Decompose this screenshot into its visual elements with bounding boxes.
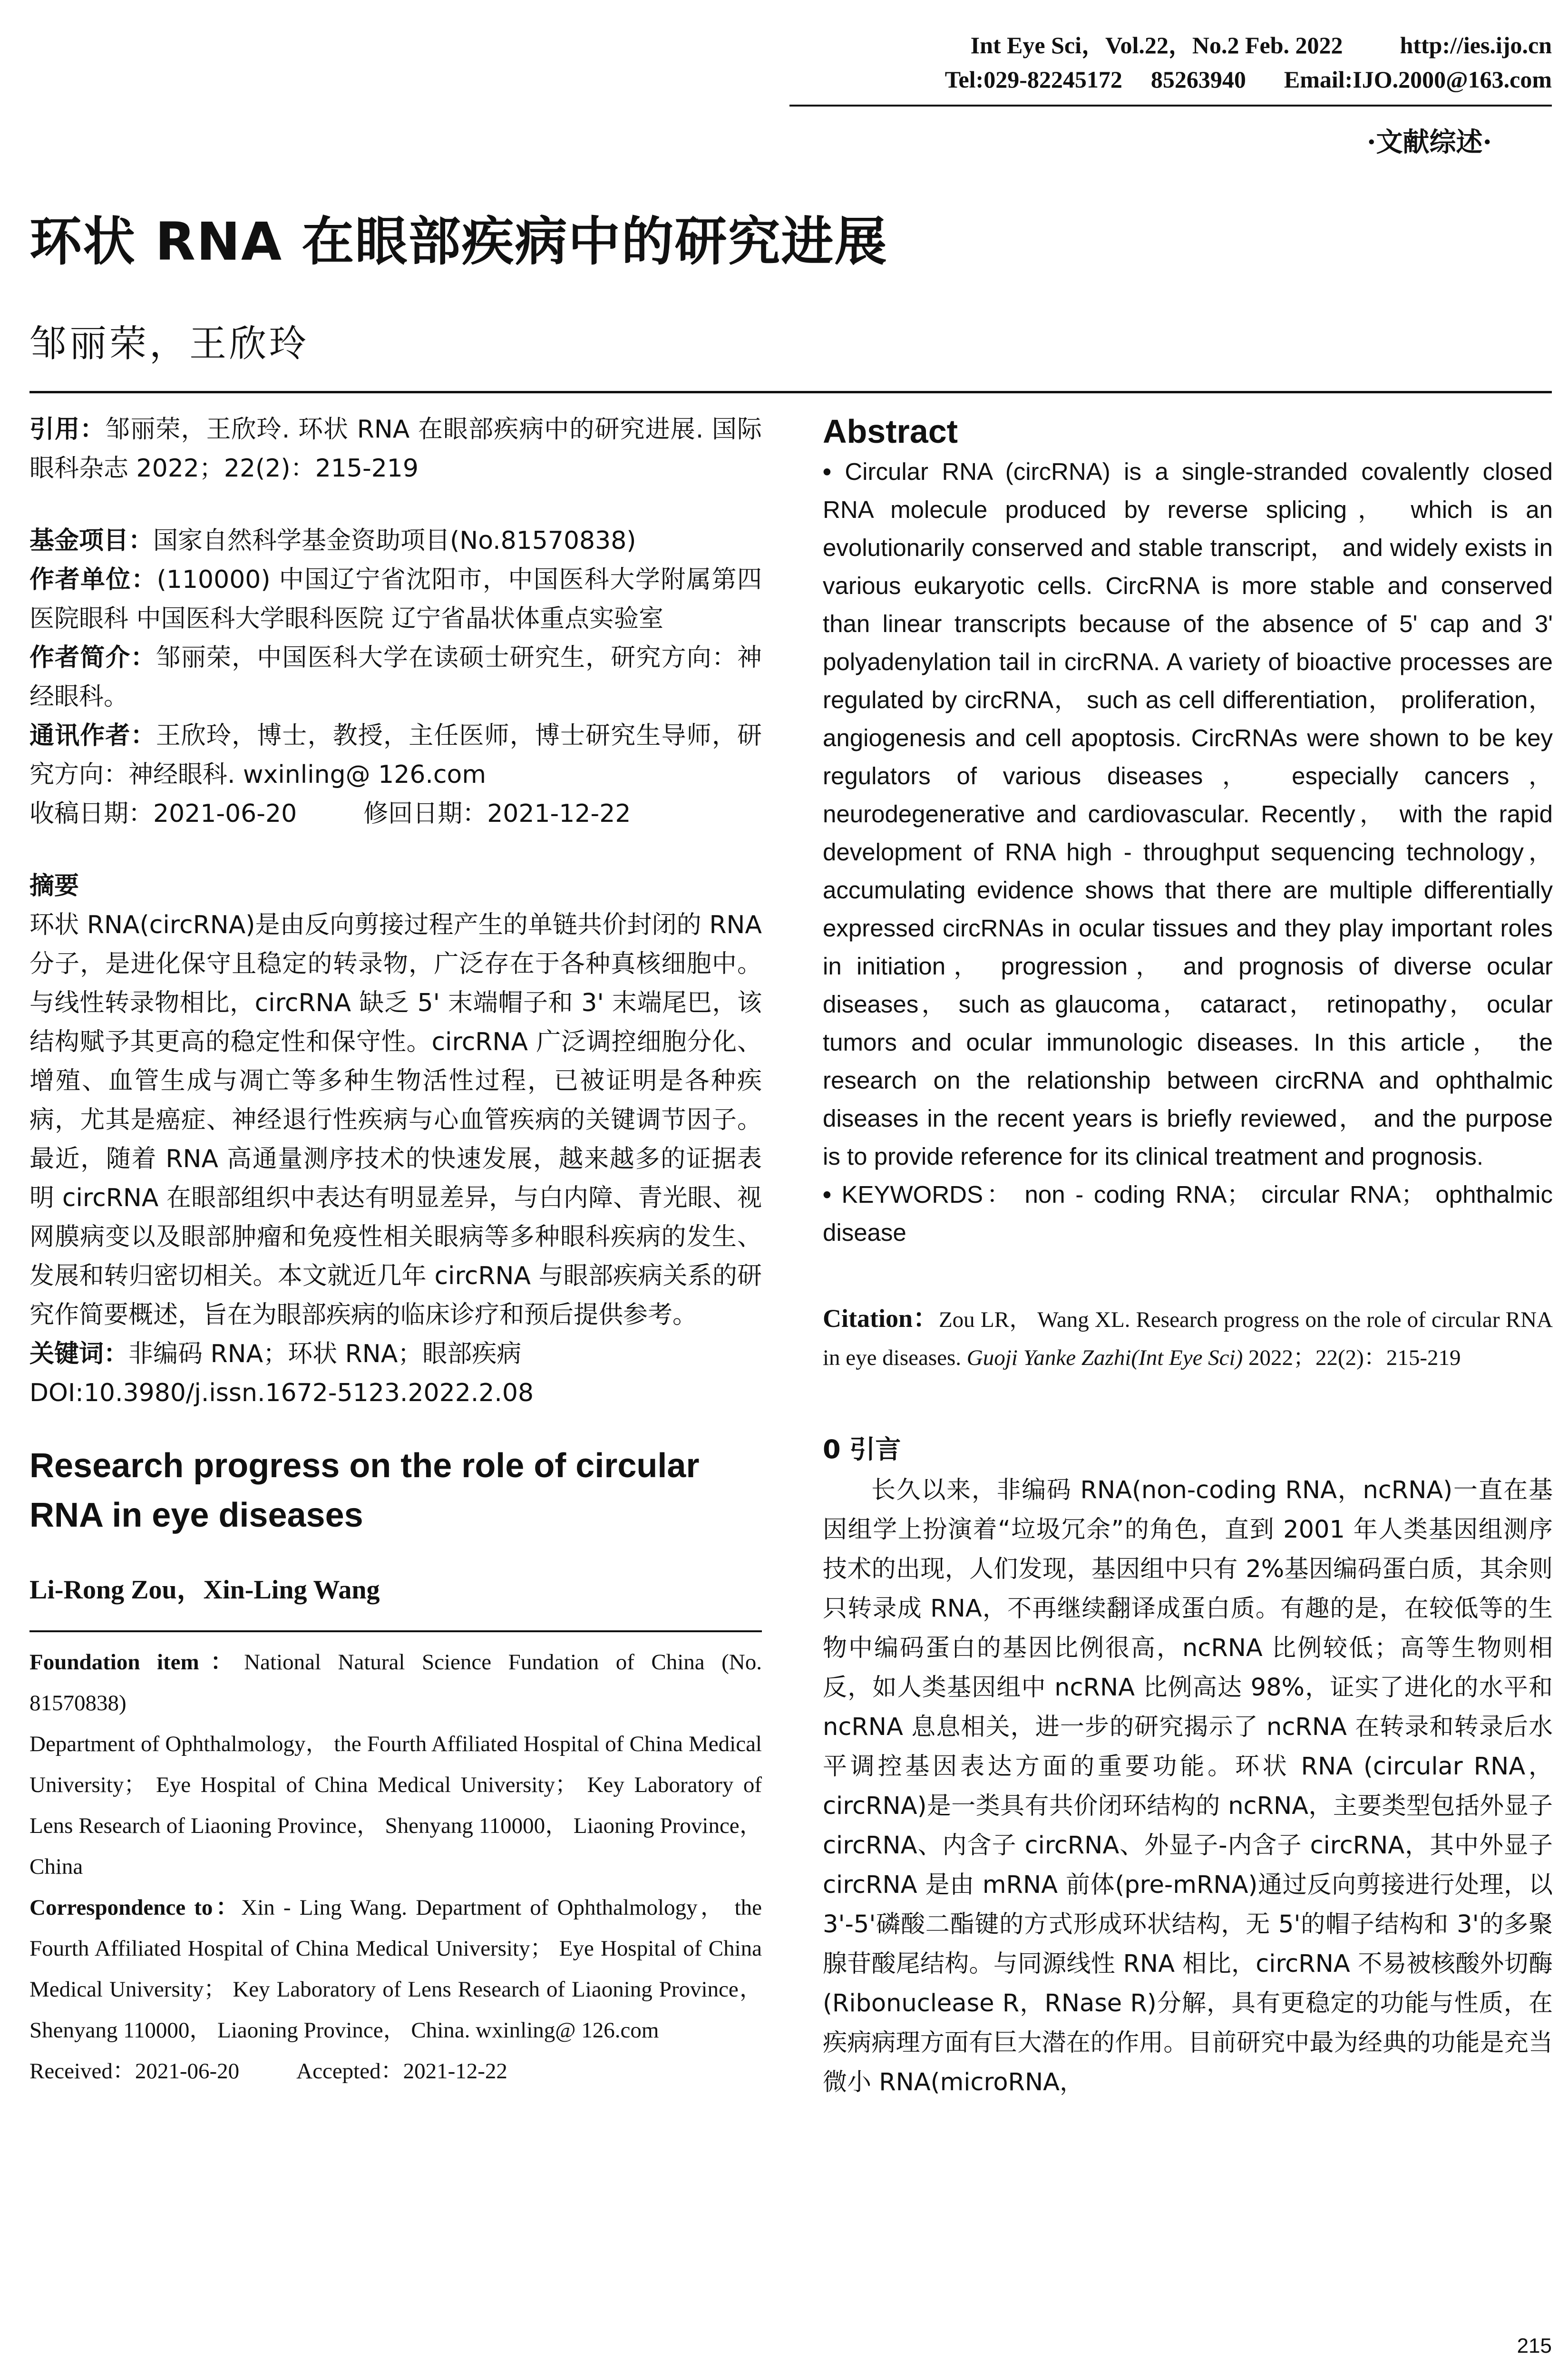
citation-text1: Zou LR， Wang XL. Research progress on the role of circular RNA in eye diseases. xyxy=(823,1307,1553,1370)
fund-label: 基金项目： xyxy=(29,526,154,555)
left-column xyxy=(29,410,762,2092)
citation xyxy=(823,1299,1553,1377)
intro-text: 长久以来，非编码 RNA(non-coding RNA，ncRNA)一直在基因组学上扮演着“垃圾冗余”的角色，直到 2001 年人类基因组测序技术的出现，人们发现，基因组中只有 2%基因编码蛋白质，其余则只转录成 RNA，不再继续翻译成蛋白质。有趣的是，在较低等的生物中编码蛋白的基因比例很高，ncRNA 比例较低；高等生物则相反，如人类基因组中 ncRNA 比例高达 98%，证实了进化的水平和 ncRNA 息息相关，进一步的研究揭示了 ncRNA 在转录和转录后水平调控基因表达方面的重要功能。环状 RNA (circular RNA，circRNA)是一类具有共价闭环结构的 ncRNA，主要类型包括外显子 circRNA、内含子 circRNA、外显子-内含子 circRNA，其中外显子 circRNA 是由 mRNA 前体(pre-mRNA)通过反向剪接进行处理，以3'-5'磷酸二酯键的方式形成环状结构，无 5'的帽子结构和 3'的多聚腺苷酸尾结构。与同源线性 RNA 相比，circRNA 不易被核酸外切酶(Ribonuclease R，RNase R)分解，具有更稳定的功能与性质，在疾病病理方面有巨大潜在的作用。目前研究中最为经典的功能是充当微小 RNA(microRNA， xyxy=(823,1476,1553,2096)
en-corr-label: Correspondence to： xyxy=(29,1895,242,1920)
en-abstract-text: Circular RNA (circRNA) is a single-stranded covalently closed RNA molecule produced by reverse splicing， which is an evolutionarily conserved and stable transcript， and widely exists in various eukaryotic cells. CircRNA is more stable and conserved than linear transcripts because of the absence of 5' cap and 3' polyadenylation tail in circRNA. A variety of bioactive processes are regulated by circRNA， such as cell differentiation， proliferation， angiogenesis and cell apoptosis. CircRNAs were shown to be key regulators of various diseases， especially cancers， neurodegenerative and cardiovascular. Recently， with the rapid development of RNA high - throughput sequencing technology， accumulating evidence shows that there are multiple differentially expressed circRNAs in ocular tissues and they play important roles in initiation， progression， and prognosis of diverse ocular diseases， such as glaucoma， cataract， retinopathy， ocular tumors and ocular immunologic diseases. In this article， the research on the relationship between circRNA and ophthalmic diseases in the recent years is briefly reviewed， and the purpose is to provide reference for its clinical treatment and prognosis. xyxy=(823,458,1553,1170)
cn-citation xyxy=(29,410,762,488)
en-keywords-paragraph xyxy=(823,1176,1553,1252)
journal-header-line1 xyxy=(971,26,1552,60)
en-abstract-paragraph xyxy=(823,453,1553,1176)
unit-text: (110000) 中国辽宁省沈阳市，中国医科大学附属第四医院眼科 中国医科大学眼科医院 辽宁省晶状体重点实验室 xyxy=(29,565,762,633)
citation-journal: Guoji Yanke Zazhi(Int Eye Sci) xyxy=(966,1345,1243,1370)
en-rule xyxy=(29,1630,762,1632)
authors: 邹丽荣，王欣玲 xyxy=(29,322,310,365)
corr-label: 通讯作者： xyxy=(29,721,156,750)
en-received: Received：2021-06-20 xyxy=(29,2059,240,2084)
page-number: 215 xyxy=(1517,2334,1552,2358)
en-abstract-heading: Abstract xyxy=(823,413,958,450)
cn-citation-text: 邹丽荣，王欣玲. 环状 RNA 在眼部疾病中的研究进展. 国际眼科杂志 2022；22(2)：215-219 xyxy=(29,415,762,483)
journal-header-line2 xyxy=(945,66,1552,93)
section-tag: ·文献综述· xyxy=(1367,127,1492,158)
en-authors: Li-Rong Zou，Xin-Ling Wang xyxy=(29,1575,380,1605)
cn-abstract xyxy=(29,867,762,1413)
right-column xyxy=(823,410,1553,2102)
foundation-label: Foundation item： xyxy=(29,1650,244,1675)
received-date: 收稿日期：2021-06-20 xyxy=(29,799,297,828)
journal-email: Email:IJO.2000@163.com xyxy=(1284,66,1552,93)
citation-label: Citation： xyxy=(823,1304,939,1333)
en-title: Research progress on the role of circular RNA in eye diseases xyxy=(29,1447,700,1534)
en-keywords: non - coding RNA； circular RNA； ophthalmic disease xyxy=(823,1181,1553,1246)
fund-text: 国家自然科学基金资助项目(No.81570838) xyxy=(153,526,636,555)
en-department: Department of Ophthalmology， the Fourth Affiliated Hospital of China Medical University； Eye Hospital of China Medical University； Key Laboratory of Lens Research of Liaoning Province， Shenyang 110000， Liaoning Province， China xyxy=(29,1732,762,1879)
journal-issue: Int Eye Sci，Vol.22，No.2 Feb. 2022 xyxy=(970,32,1343,58)
page-title: 环状 RNA 在眼部疾病中的研究进展 xyxy=(29,211,888,272)
bio-text: 邹丽荣，中国医科大学在读硕士研究生，研究方向：神经眼科。 xyxy=(29,643,762,711)
journal-tel: Tel:029-82245172 xyxy=(945,66,1122,93)
cn-keywords-label: 关键词： xyxy=(29,1340,129,1368)
header-rule xyxy=(789,105,1552,107)
en-dates xyxy=(29,2051,762,2092)
intro-heading: 0 引言 xyxy=(823,1434,901,1464)
abstract-bullet: • xyxy=(823,458,831,485)
cn-keywords: 非编码 RNA；环状 RNA；眼部疾病 xyxy=(128,1340,522,1368)
keywords-bullet: • xyxy=(823,1181,831,1208)
foundation-text: National Natural Science Fundation of China (No. 81570838) xyxy=(29,1650,762,1715)
cn-citation-label: 引用： xyxy=(29,415,106,444)
cn-info xyxy=(29,521,762,833)
cn-abstract-text: 环状 RNA(circRNA)是由反向剪接过程产生的单链共价封闭的 RNA 分子，是进化保守且稳定的转录物，广泛存在于各种真核细胞中。与线性转录物相比，circRNA 缺乏 5' 末端帽子和 3' 末端尾巴，该结构赋予其更高的稳定性和保守性。circRNA 广泛调控细胞分化、增殖、血管生成与凋亡等多种生物活性过程，已被证明是各种疾病，尤其是癌症、神经退行性疾病与心血管疾病的关键调节因子。最近，随着 RNA 高通量测序技术的快速发展，越来越多的证据表明 circRNA 在眼部组织中表达有明显差异，与白内障、青光眼、视网膜病变以及眼部肿瘤和免疫性相关眼病等多种眼科疾病的发生、发展和转归密切相关。本文就近几年 circRNA 与眼部疾病关系的研究作简要概述，旨在为眼部疾病的临床诊疗和预后提供参考。 xyxy=(29,911,762,1329)
unit-label: 作者单位： xyxy=(29,565,157,594)
title-rule xyxy=(29,391,1552,393)
en-accepted: Accepted：2021-12-22 xyxy=(296,2059,507,2084)
en-keywords-label: KEYWORDS： xyxy=(841,1181,1014,1208)
journal-tel2: 85263940 xyxy=(1150,66,1246,93)
corr-text: 王欣玲，博士，教授，主任医师，博士研究生导师，研究方向：神经眼科. wxinling@ 126.com xyxy=(29,721,762,789)
revised-date: 修回日期：2021-12-22 xyxy=(363,799,631,828)
en-info xyxy=(29,1642,762,2092)
citation-text2: 2022；22(2)：215-219 xyxy=(1243,1345,1461,1370)
cn-dates xyxy=(29,794,762,833)
bio-label: 作者简介： xyxy=(29,643,156,672)
journal-url: http://ies.ijo.cn xyxy=(1400,32,1552,58)
cn-abstract-heading: 摘要 xyxy=(29,872,79,900)
en-corr-text: Xin - Ling Wang. Department of Ophthalmology， the Fourth Affiliated Hospital of China Medical University； Eye Hospital of China Medical University； Key Laboratory of Lens Research of Liaoning Province， Shenyang 110000， Liaoning Province， China. wxinling@ 126.com xyxy=(29,1895,762,2043)
doi: DOI:10.3980/j.issn.1672-5123.2022.2.08 xyxy=(29,1379,534,1407)
